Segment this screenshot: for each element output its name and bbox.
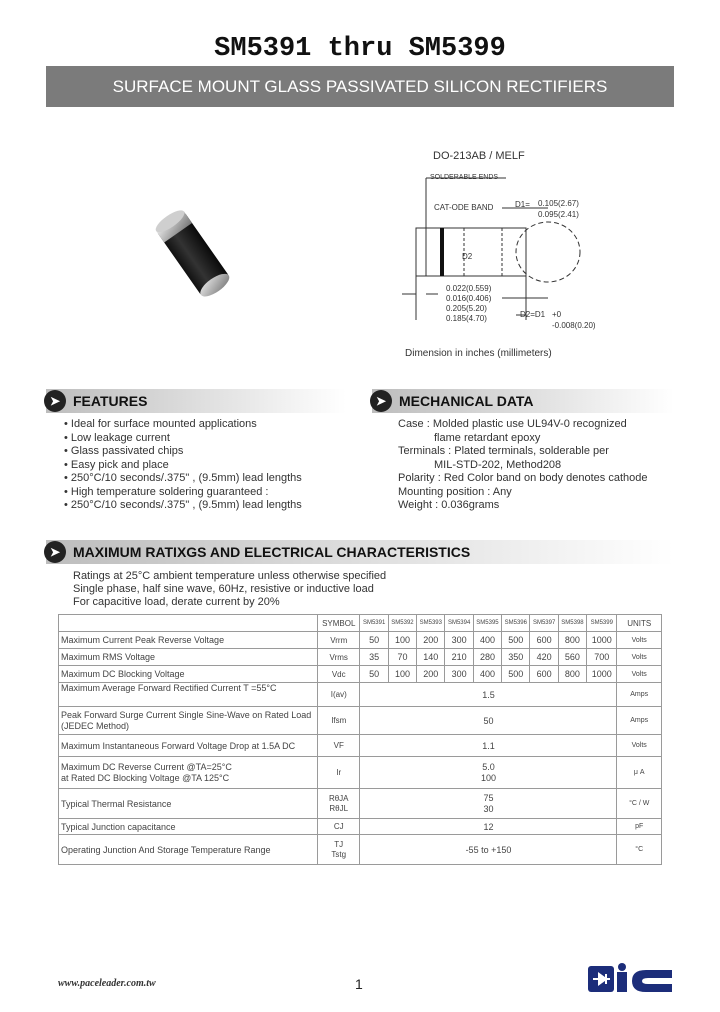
value-line: 30: [483, 803, 494, 814]
value-line: 5.0: [482, 761, 495, 772]
d1-label: D1=: [515, 200, 530, 209]
header-cell: SM5397: [530, 615, 558, 632]
feature-item: • 250°C/10 seconds/.375" , (9.5mm) lead lengths: [64, 499, 302, 511]
value-cell: 560: [558, 649, 586, 666]
param-cell: Operating Junction And Storage Temperature Range: [59, 835, 318, 865]
value-cell: 100: [388, 666, 416, 683]
mechanical-line: Terminals : Plated terminals, solderable per: [398, 445, 609, 457]
value-cell: 700: [587, 649, 617, 666]
header-cell: SYMBOL: [318, 615, 360, 632]
symbol-cell: CJ: [318, 819, 360, 835]
header-cell: SM5392: [388, 615, 416, 632]
table-row: [59, 735, 662, 757]
value-cell: 400: [473, 632, 501, 649]
footer-url[interactable]: www.paceleader.com.tw: [58, 978, 156, 989]
value-cell: 70: [388, 649, 416, 666]
symbol-line: RθJL: [329, 803, 349, 813]
title-banner: SURFACE MOUNT GLASS PASSIVATED SILICON RECTIFIERS: [46, 66, 674, 107]
unit-cell: °C / W: [617, 789, 662, 819]
header-cell: SM5393: [417, 615, 445, 632]
mechanical-data-heading: ➤ MECHANICAL DATA: [372, 389, 674, 413]
mechanical-data-list: [398, 418, 648, 513]
ratings-notes: [73, 570, 386, 609]
value-cell: 280: [473, 649, 501, 666]
value-cell: [360, 757, 617, 789]
tolerance-minus: -0.008(0.20): [552, 321, 596, 330]
value-cell: 35: [360, 649, 388, 666]
unit-cell: Volts: [617, 666, 662, 683]
value-cell: 50: [360, 666, 388, 683]
symbol-cell: VF: [318, 735, 360, 757]
table-row: [59, 632, 662, 649]
value-cell: 200: [417, 666, 445, 683]
table-row: [59, 683, 662, 707]
param-line: at Rated DC Blocking Voltage @TA 125°C: [61, 772, 230, 783]
arrow-circle-icon: ➤: [370, 390, 392, 412]
value-line: 100: [480, 772, 496, 783]
value-cell: 300: [445, 632, 473, 649]
mechanical-line: MIL-STD-202, Method208: [434, 458, 562, 471]
unit-cell: Volts: [617, 632, 662, 649]
features-heading: ➤ FEATURES: [46, 389, 346, 413]
value-cell: 140: [417, 649, 445, 666]
param-cell: Maximum RMS Voltage: [59, 649, 318, 666]
d2-equals-d1: D2=D1: [520, 310, 546, 319]
value-cell: 600: [530, 666, 558, 683]
mechanical-line: Weight : 0.036grams: [398, 499, 500, 511]
unit-cell: Amps: [617, 683, 662, 707]
unit-cell: Amps: [617, 707, 662, 735]
symbol-cell: [318, 789, 360, 819]
table-header-row: [59, 615, 662, 632]
features-list: [64, 418, 302, 513]
symbol-cell: Ifsm: [318, 707, 360, 735]
mechanical-line: Polarity : Red Color band on body denotes cathode: [398, 472, 648, 484]
ratings-table: [58, 614, 662, 865]
rating-note: Ratings at 25°C ambient temperature unless otherwise specified: [73, 570, 387, 582]
length-min-value: 0.185(4.70): [446, 314, 487, 323]
feature-item: • Ideal for surface mounted applications: [64, 418, 257, 430]
param-cell: Maximum Current Peak Reverse Voltage: [59, 632, 318, 649]
tolerance-plus: +0: [552, 310, 562, 319]
unit-cell: °C: [617, 835, 662, 865]
param-cell: Maximum DC Blocking Voltage: [59, 666, 318, 683]
value-cell: 50: [360, 707, 617, 735]
band-max-value: 0.022(0.559): [446, 284, 492, 293]
melf-diode-photo: [154, 208, 232, 300]
arrow-circle-icon: ➤: [44, 390, 66, 412]
feature-item: • Glass passivated chips: [64, 445, 184, 457]
value-cell: 1000: [587, 666, 617, 683]
header-cell: SM5396: [502, 615, 530, 632]
value-cell: 600: [530, 632, 558, 649]
value-cell: 100: [388, 632, 416, 649]
page-number: 1: [355, 976, 363, 992]
unit-cell: μ A: [617, 757, 662, 789]
param-cell: Maximum Instantaneous Forward Voltage Drop at 1.5A DC: [59, 735, 318, 757]
value-cell: 50: [360, 632, 388, 649]
header-cell: [59, 615, 318, 632]
table-row: [59, 666, 662, 683]
table-row: [59, 819, 662, 835]
package-outline-drawing: [398, 170, 598, 335]
table-row: [59, 649, 662, 666]
ratings-heading: ➤ MAXIMUM RATIXGS AND ELECTRICAL CHARACTERISTICS: [46, 540, 674, 564]
table-row: [59, 835, 662, 865]
value-cell: 210: [445, 649, 473, 666]
rating-note: For capacitive load, derate current by 20%: [73, 596, 280, 608]
symbol-cell: Vrms: [318, 649, 360, 666]
pic-logo: [586, 962, 674, 996]
value-cell: 420: [530, 649, 558, 666]
feature-item: • Easy pick and place: [64, 458, 169, 471]
value-cell: 800: [558, 666, 586, 683]
symbol-line: Tstg: [331, 849, 347, 859]
d1-min-value: 0.095(2.41): [538, 210, 579, 219]
unit-cell: pF: [617, 819, 662, 835]
value-cell: 1000: [587, 632, 617, 649]
table-row: [59, 789, 662, 819]
param-cell: Typical Thermal Resistance: [59, 789, 318, 819]
unit-cell: Volts: [617, 735, 662, 757]
value-cell: -55 to +150: [360, 835, 617, 865]
param-cell: [59, 757, 318, 789]
cathode-band-label: CAT-ODE BAND: [434, 203, 494, 212]
value-cell: 400: [473, 666, 501, 683]
symbol-cell: [318, 835, 360, 865]
length-max-value: 0.205(5.20): [446, 304, 487, 313]
value-cell: 350: [502, 649, 530, 666]
band-min-value: 0.016(0.406): [446, 294, 492, 303]
header-cell: SM5391: [360, 615, 388, 632]
symbol-line: TJ: [334, 839, 344, 849]
table-row: [59, 707, 662, 735]
value-cell: 200: [417, 632, 445, 649]
header-cell: SM5394: [445, 615, 473, 632]
value-cell: 500: [502, 666, 530, 683]
feature-item: • High temperature soldering guaranteed :: [64, 485, 269, 498]
symbol-line: RθJA: [328, 793, 349, 803]
arrow-circle-icon: ➤: [44, 541, 66, 563]
value-line: 75: [483, 792, 494, 803]
unit-cell: Volts: [617, 649, 662, 666]
value-cell: 1.1: [360, 735, 617, 757]
rating-note: Single phase, half sine wave, 60Hz, resistive or inductive load: [73, 583, 374, 595]
feature-item: • Low leakage current: [64, 431, 170, 444]
header-cell: SM5395: [473, 615, 501, 632]
param-line: Maximum DC Reverse Current @TA=25°C: [61, 761, 232, 772]
mechanical-line: Mounting position : Any: [398, 485, 512, 498]
header-cell: SM5398: [558, 615, 586, 632]
feature-item: • 250°C/10 seconds/.375" , (9.5mm) lead lengths: [64, 472, 302, 484]
value-cell: 12: [360, 819, 617, 835]
value-cell: [360, 789, 617, 819]
d2-label: D2: [462, 252, 473, 261]
solderable-ends-label: SOLDERABLE ENDS: [430, 174, 499, 181]
param-cell: Typical Junction capacitance: [59, 819, 318, 835]
mechanical-line: flame retardant epoxy: [434, 431, 541, 444]
header-cell: UNITS: [617, 615, 662, 632]
symbol-cell: Ir: [318, 757, 360, 789]
header-cell: SM5399: [587, 615, 617, 632]
symbol-cell: Vdc: [318, 666, 360, 683]
table-row: [59, 757, 662, 789]
package-name: DO-213AB / MELF: [433, 150, 525, 162]
value-cell: 300: [445, 666, 473, 683]
dimension-note: Dimension in inches (millimeters): [405, 348, 552, 359]
param-cell: Maximum Average Forward Rectified Current T =55°C: [59, 683, 318, 707]
page-title: SM5391 thru SM5399: [214, 34, 506, 64]
value-cell: 800: [558, 632, 586, 649]
symbol-cell: Vrrm: [318, 632, 360, 649]
symbol-cell: I(av): [318, 683, 360, 707]
value-cell: 500: [502, 632, 530, 649]
mechanical-line: Case : Molded plastic use UL94V-0 recognized: [398, 418, 627, 430]
value-cell: 1.5: [360, 683, 617, 707]
d1-max-value: 0.105(2.67): [538, 199, 579, 208]
param-cell: Peak Forward Surge Current Single Sine-Wave on Rated Load (JEDEC Method): [59, 707, 318, 735]
